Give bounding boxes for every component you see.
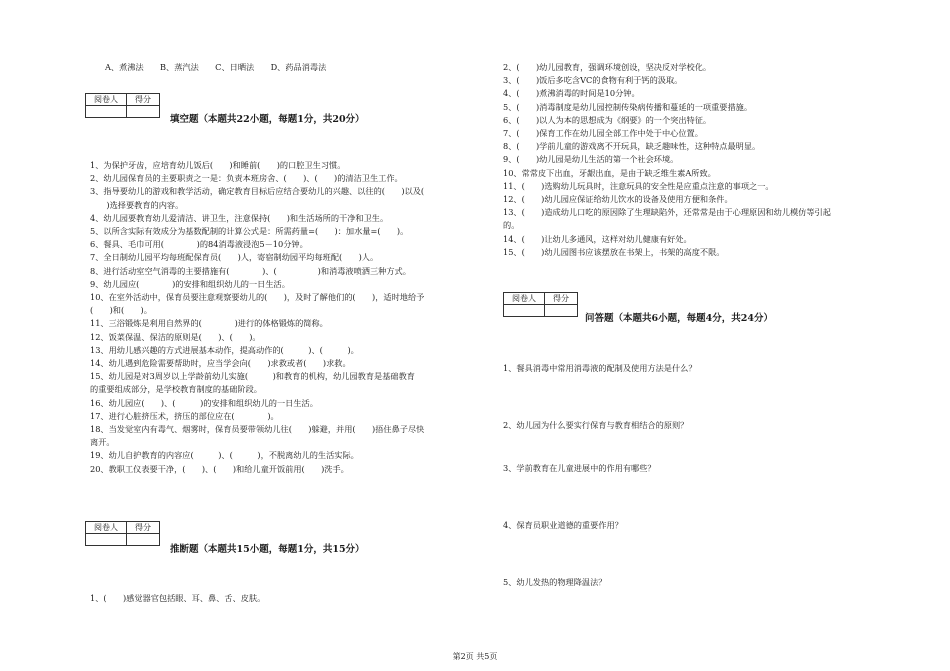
fill-question-line: 离开。 xyxy=(90,437,115,448)
judge-question-line: 6、( )以人为本的思想成为《纲要》的一个突出特征。 xyxy=(503,114,712,125)
fill-question-line: 15、幼儿园是对3周岁以上学龄前幼儿实施( )和教育的机构，幼儿园教育是基础教育 xyxy=(90,371,415,382)
fill-question-line: 9、幼儿园应( )的安排和组织幼儿的一日生活。 xyxy=(90,278,290,289)
qa-question: 5、幼儿发热的物理降温法？ xyxy=(503,577,607,587)
fill-question-line: 10、在室外活动中，保育员要注意观察要幼儿的( )，及时了解他们的( )，适时地给予 xyxy=(90,292,425,302)
fill-question-line: )选择要教育的内容。 xyxy=(90,199,184,210)
score-label: 得分 xyxy=(127,94,160,106)
fill-question-line: 5、以所含实际有效成分为基数配制的计算公式是：所需药量=( )：加水量=( )。 xyxy=(90,226,409,236)
judge-question-line: 15、( )幼儿园图书应该摆放在书架上，书架的高度不限。 xyxy=(503,246,725,257)
fill-question-line: 3、指导要幼儿的游戏和教学活动，确定教育目标后应结合要幼儿的兴趣、以往的( )以及( xyxy=(90,186,425,197)
score-label: 得分 xyxy=(545,293,578,305)
judge-question-line: 9、( )幼儿园是幼儿生活的第一个社会环境。 xyxy=(503,154,679,165)
score-label: 得分 xyxy=(127,522,160,534)
judge-question-line: 3、( )饭后多吃含VC的食物有利于钙的汲取。 xyxy=(503,75,683,86)
qa-question: 4、保育员职业道德的重要作用？ xyxy=(503,520,623,530)
fill-question-line: 11、三浴锻炼是利用自然界的( )进行的体格锻炼的简称。 xyxy=(90,318,328,329)
judge-question-line: 14、( )让幼儿多通风，这样对幼儿健康有好处。 xyxy=(503,233,692,244)
fill-question-line: 12、饭菜保温、保洁的原则是( )、( )。 xyxy=(90,331,261,342)
judge-question-line: 7、( )保育工作在幼儿园全部工作中处于中心位置。 xyxy=(503,128,703,138)
fill-question-line: 16、幼儿园应( )、( )的安排和组织幼儿的一日生活。 xyxy=(90,397,318,408)
options-line: A、煮沸法 B、蒸汽法 C、日晒法 D、药品消毒法 xyxy=(105,62,327,72)
judge-question-line: 的。 xyxy=(503,220,520,231)
judge-question-line: 11、( )选购幼儿玩具时，注意玩具的安全性是应重点注意的事项之一。 xyxy=(503,180,774,191)
reviewer-label: 阅卷人 xyxy=(504,293,545,305)
qa-question: 1、餐具消毒中常用消毒液的配制及使用方法是什么？ xyxy=(503,363,697,373)
fill-question-line: 17、进行心脏挤压术，挤压的部位应在( )。 xyxy=(90,410,279,421)
reviewer-label: 阅卷人 xyxy=(86,94,127,106)
judge-question-line: 2、( )幼儿园教育，强调环境创设，坚决反对学校化。 xyxy=(503,62,712,72)
score-table-judge xyxy=(85,521,160,546)
fill-question-line: 7、全日制幼儿园平均每班配保育员( )人，寄宿制幼园平均每班配( )人。 xyxy=(90,252,379,263)
judge-question-line: 10、常常皮下出血，牙龈出血，是由于缺乏维生素A所致。 xyxy=(503,167,716,178)
page-footer: 第2页 共5页 xyxy=(452,652,498,661)
fill-question-line: 18、当发觉室内有毒气、烟雾时，保育员要带领幼儿往( )躲避，并用( )捂住鼻子尽快 xyxy=(90,424,425,434)
score-table-qa xyxy=(503,292,578,317)
score-cell xyxy=(127,106,160,118)
judge-question: 1、( )感觉器官包括眼、耳、鼻、舌、皮肤。 xyxy=(90,593,266,603)
fill-question-line: 6、餐具、毛巾可用( )的84消毒液浸泡5－10分钟。 xyxy=(90,239,308,250)
reviewer-label: 阅卷人 xyxy=(86,522,127,534)
fill-question-line: 8、进行活动室空气消毒的主要措施有( )、( )和消毒液喷洒三种方式。 xyxy=(90,265,411,276)
judge-question-line: 8、( )学前儿童的游戏离不开玩具，缺乏趣味性，这种特点最明显。 xyxy=(503,141,761,152)
fill-question-line: 19、幼儿自护教育的内容应( )、( )，不脱离幼儿的生活实际。 xyxy=(90,450,359,461)
score-cell xyxy=(545,305,578,317)
reviewer-cell xyxy=(504,305,545,317)
fill-question-line: ( )和( )。 xyxy=(90,305,152,316)
reviewer-cell xyxy=(86,106,127,118)
fill-question-line: 1、为保护牙齿，应培育幼儿饭后( )和睡前( )的口腔卫生习惯。 xyxy=(90,160,346,170)
judge-section-title: 推断题（本题共15小题，每题1分，共15分） xyxy=(170,544,365,555)
score-cell xyxy=(127,534,160,546)
fill-question-line: 的重要组成部分，是学校教育制度的基础阶段。 xyxy=(90,384,262,395)
judge-question-line: 4、( )煮沸消毒的时间是10分钟。 xyxy=(503,88,640,99)
fill-question-line: 4、幼儿园要教育幼儿爱清洁、讲卫生，注意保持( )和生活场所的干净和卫生。 xyxy=(90,212,389,223)
qa-section-title: 问答题（本题共6小题，每题4分，共24分） xyxy=(585,313,773,324)
qa-question: 3、学前教育在儿童进展中的作用有哪些？ xyxy=(503,463,656,473)
fill-question-line: 2、幼儿园保育员的主要职责之一是：负责本班房舍、( )、( )的清洁卫生工作。 xyxy=(90,173,403,184)
reviewer-cell xyxy=(86,534,127,546)
score-table-fill xyxy=(85,93,160,118)
fill-question-line: 20、教职工仪表要干净，( )、( )和给儿童开饭前用( )洗手。 xyxy=(90,463,349,474)
judge-question-line: 13、( )造成幼儿口吃的原因除了生理缺陷外，还常常是由于心理原因和幼儿模仿等引起 xyxy=(503,207,831,218)
judge-question-line: 5、( )消毒制度是幼儿园控制传染病传播和蔓延的一项重要措施。 xyxy=(503,101,753,112)
fill-question-line: 14、幼儿遇到危险需要帮助时，应当学会向( )求救或者( )求救。 xyxy=(90,358,351,368)
fill-section-title: 填空题（本题共22小题，每题1分，共20分） xyxy=(170,114,365,125)
qa-question: 2、幼儿园为什么要实行保育与教育相结合的原则？ xyxy=(503,420,689,430)
fill-question-line: 13、用幼儿感兴趣的方式进展基本动作，提高动作的( )、( )。 xyxy=(90,344,359,355)
judge-question-line: 12、( )幼儿园应保证给幼儿饮水的设备及使用方便和条件。 xyxy=(503,194,733,204)
